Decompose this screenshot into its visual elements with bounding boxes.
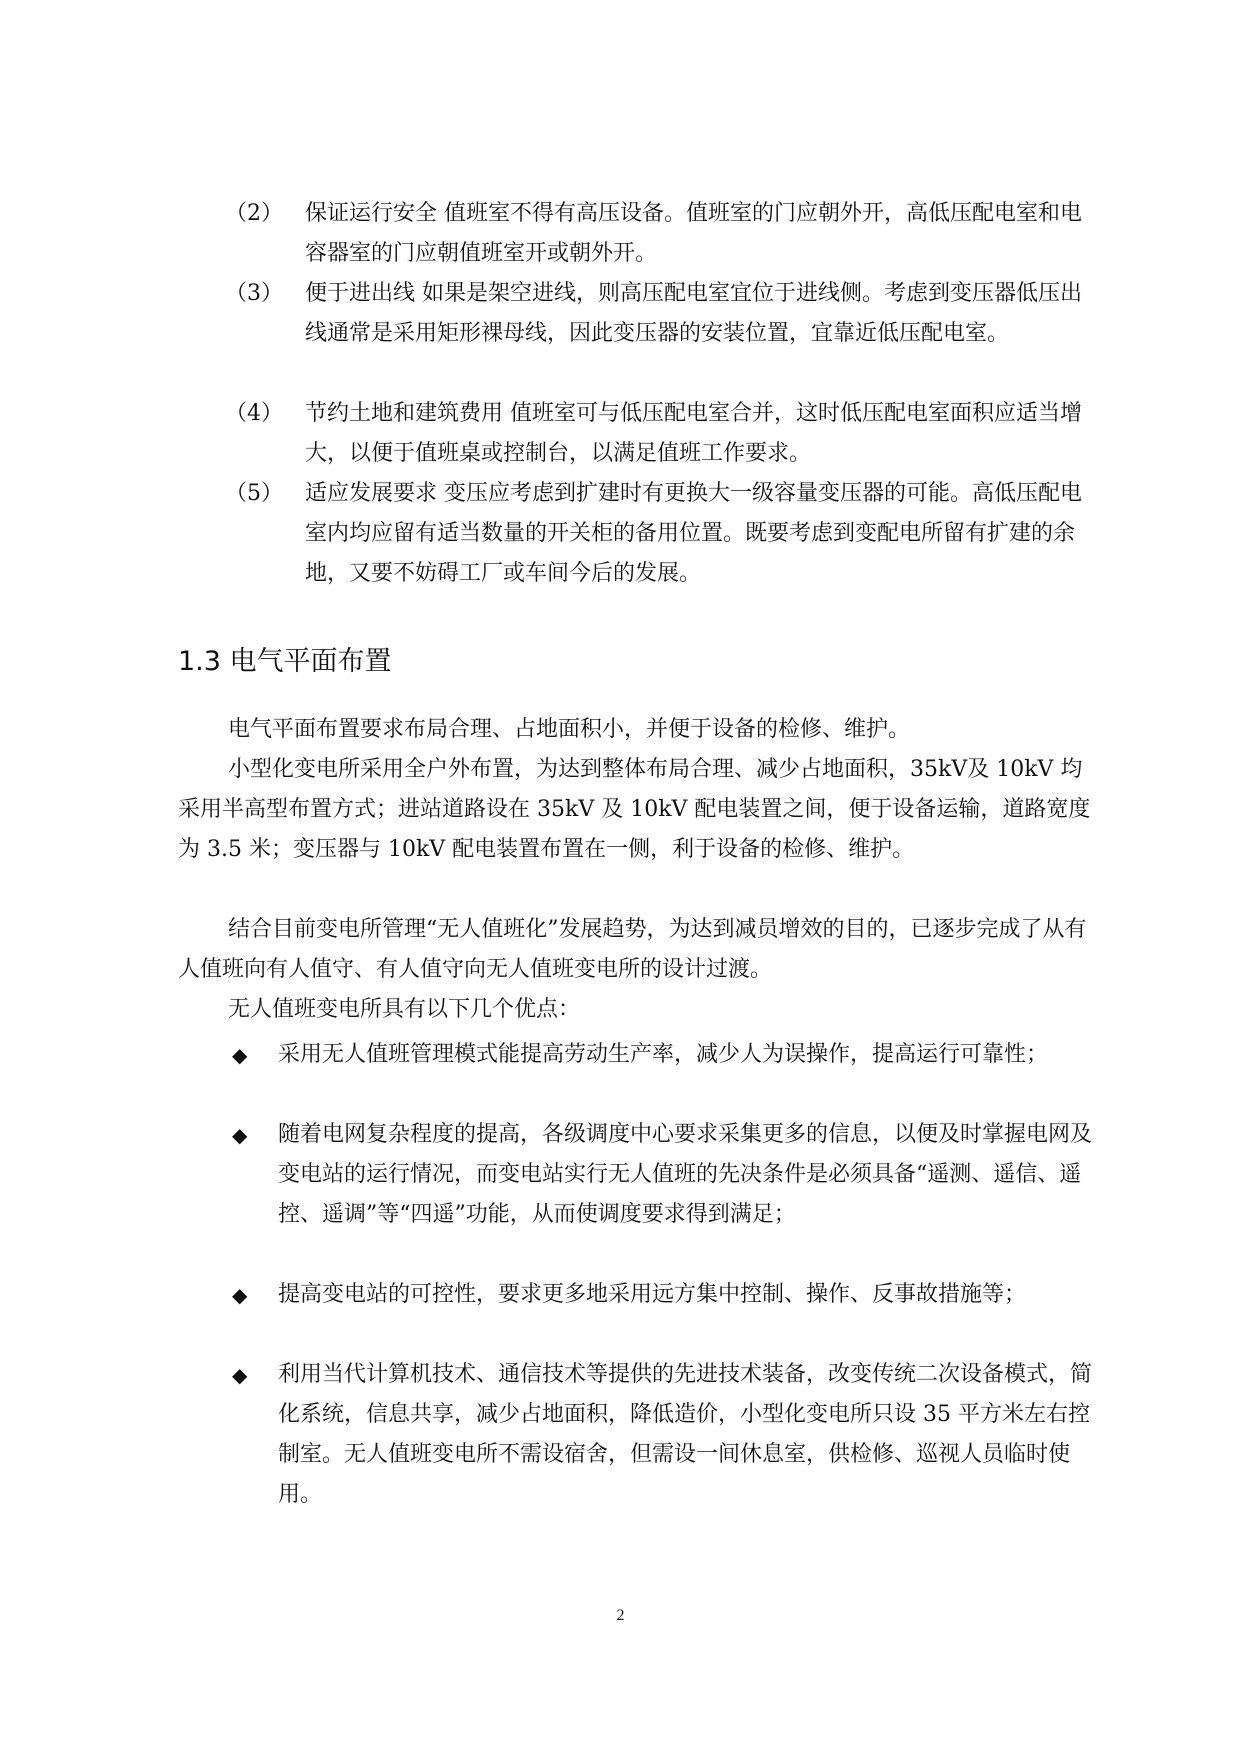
item-text: 便于进出线 如果是架空进线，则高压配电室宜位于进线侧。考虑到变压器低压出线通常是采用矩形裸母线，因此变压器的安装位置，宜靠近低压配电室。: [305, 281, 1082, 346]
bullet-text: 提高变电站的可控性，要求更多地采用远方集中控制、操作、反事故措施等；: [278, 1282, 1027, 1307]
section-heading: 1.3 电气平面布置: [178, 646, 392, 677]
paragraph-layout-requirements: 电气平面布置要求布局合理、占地面积小，并便于设备的检修、维护。: [228, 717, 911, 742]
item-number: （2）: [225, 201, 283, 226]
bullet-text: 利用当代计算机技术、通信技术等提供的先进技术装备，改变传统二次设备模式，简化系统，信息共享，减少占地面积，降低造价，小型化变电所只设 35 平方米左右控制室。无人值班变电所不需设宿舍，但需设一间休息室，供检修、巡视人员临时使用。: [278, 1362, 1093, 1507]
numbered-item-3: [225, 274, 1095, 354]
paragraph-advantages-intro: 无人值班变电所具有以下几个优点：: [228, 997, 581, 1022]
item-number: （4）: [225, 401, 283, 426]
item-text: 适应发展要求 变压应考虑到扩建时有更换大一级容量变压器的可能。高低压配电室内均应留有适当数量的开关柜的备用位置。既要考虑到变配电所留有扩建的余地，又要不妨碍工厂或车间今后的发展。: [305, 481, 1082, 586]
bullet-item-dispatch: [232, 1115, 1092, 1235]
item-text: 节约土地和建筑费用 值班室可与低压配电室合并，这时低压配电室面积应适当增大，以便于值班桌或控制台，以满足值班工作要求。: [305, 401, 1082, 466]
bullet-item-productivity: [232, 1035, 1092, 1075]
item-number: （3）: [225, 281, 283, 306]
bullet-text: 采用无人值班管理模式能提高劳动生产率，减少人为误操作，提高运行可靠性；: [278, 1042, 1049, 1067]
bullet-text: 随着电网复杂程度的提高，各级调度中心要求采集更多的信息，以便及时掌握电网及变电站的运行情况，而变电站实行无人值班的先决条件是必须具备“遥测、遥信、遥控、遥调”等“四遥”功能，从而使调度要求得到满足；: [278, 1122, 1093, 1227]
diamond-bullet-icon: ◆: [232, 1283, 248, 1307]
numbered-item-2: [225, 194, 1095, 274]
diamond-bullet-icon: ◆: [232, 1363, 248, 1387]
bullet-item-controllability: [232, 1275, 1092, 1315]
paragraph-outdoor-layout: 小型化变电所采用全户外布置，为达到整体布局合理、减少占地面积，35kV及 10kV 均采用半高型布置方式；进站道路设在 35kV 及 10kV 配电装置之间，便于设备运输，道路宽度为 3.5 米；变压器与 10kV 配电装置布置在一侧，利于设备的检修、维护。: [178, 757, 1091, 862]
bullet-item-technology: [232, 1355, 1092, 1515]
paragraph-unmanned-trend: 结合目前变电所管理“无人值班化”发展趋势，为达到减员增效的目的，已逐步完成了从有人值班向有人值守、有人值守向无人值班变电所的设计过渡。: [178, 917, 1087, 982]
numbered-item-5: [225, 474, 1095, 594]
numbered-item-4: [225, 394, 1095, 474]
diamond-bullet-icon: ◆: [232, 1123, 248, 1147]
page-number: 2: [616, 1607, 625, 1624]
diamond-bullet-icon: ◆: [232, 1043, 248, 1067]
item-text: 保证运行安全 值班室不得有高压设备。值班室的门应朝外开，高低压配电室和电容器室的门应朝值班室开或朝外开。: [305, 201, 1082, 266]
item-number: （5）: [225, 481, 283, 506]
